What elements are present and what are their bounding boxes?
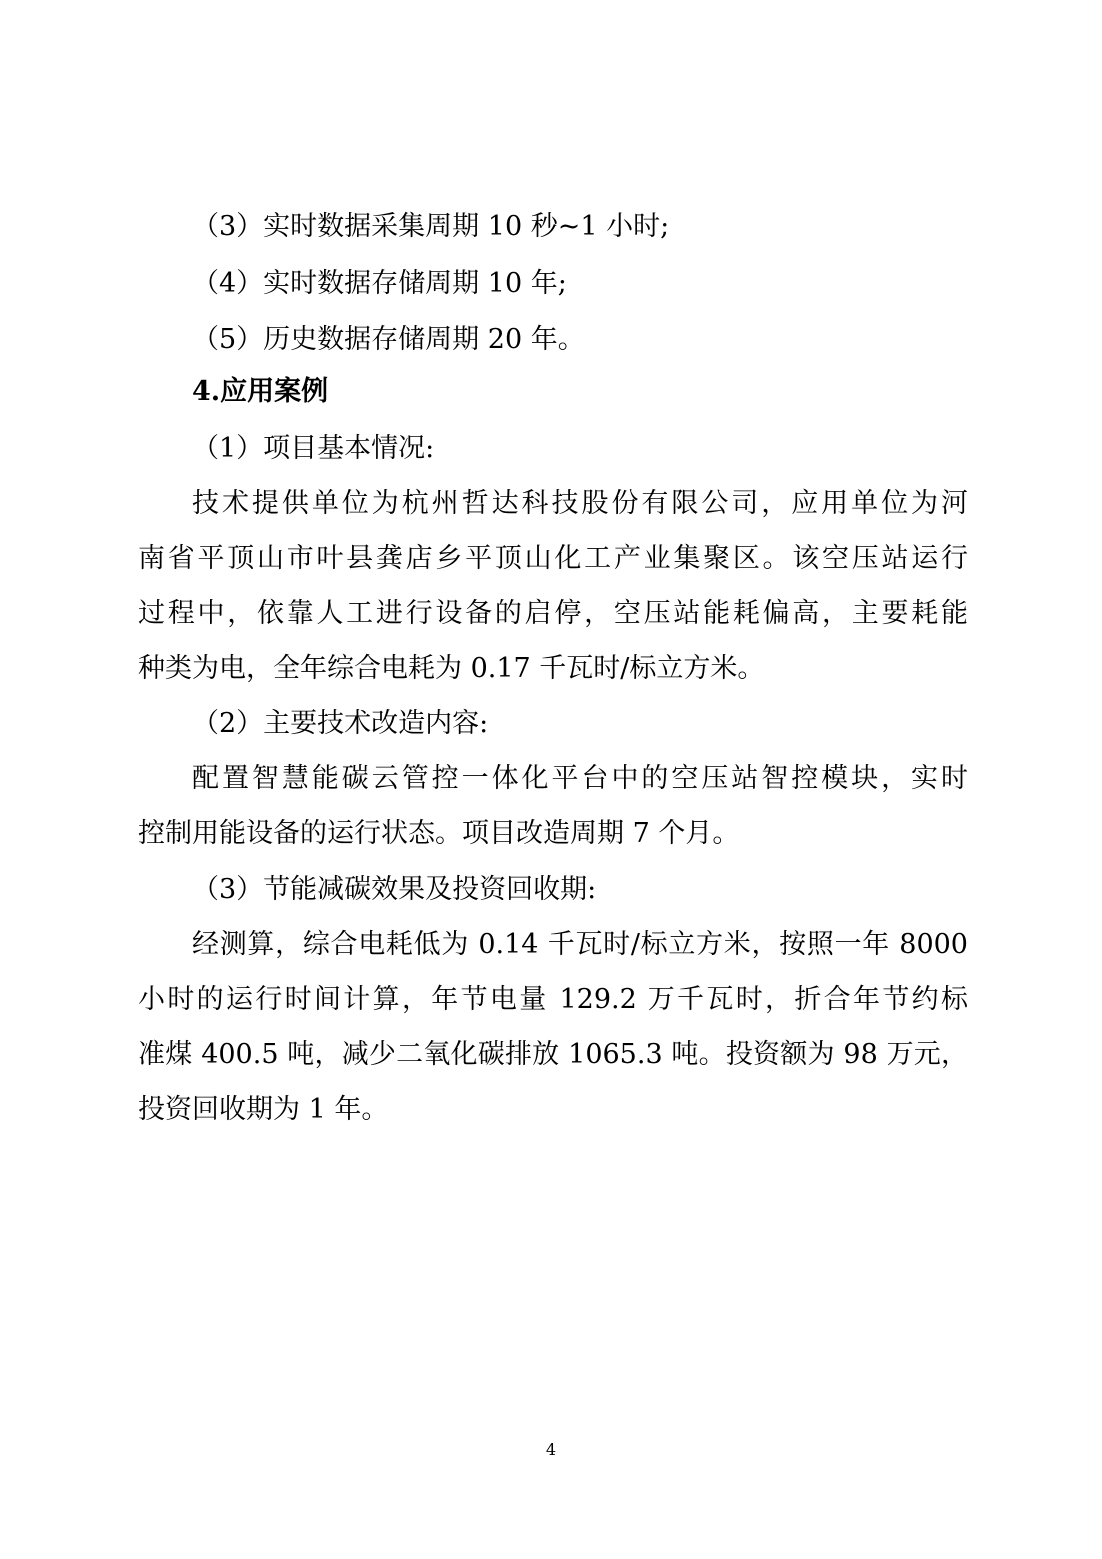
paragraph-line: 南省平顶山市叶县龚店乡平顶山化工产业集聚区。该空压站运行 (138, 543, 968, 574)
list-item-realtime-storage-period: （4）实时数据存储周期 10 年; (192, 268, 567, 299)
paragraph-line: 技术提供单位为杭州哲达科技股份有限公司，应用单位为河 (192, 488, 968, 519)
list-item-history-storage-period: （5）历史数据存储周期 20 年。 (192, 324, 585, 355)
paragraph-line: 控制用能设备的运行状态。项目改造周期 7 个月。 (138, 818, 740, 849)
subsection-heading-retrofit-content: （2）主要技术改造内容: (192, 708, 489, 739)
paragraph-line: 配置智慧能碳云管控一体化平台中的空压站智控模块，实时 (192, 763, 968, 794)
paragraph-line: 准煤 400.5 吨，减少二氧化碳排放 1065.3 吨。投资额为 98 万元， (138, 1039, 968, 1070)
subsection-heading-energy-savings: （3）节能减碳效果及投资回收期: (192, 874, 597, 905)
paragraph-line: 经测算，综合电耗低为 0.14 千瓦时/标立方米，按照一年 8000 (192, 929, 968, 960)
section-heading: 4.应用案例 (192, 376, 329, 407)
paragraph-line: 小时的运行时间计算，年节电量 129.2 万千瓦时，折合年节约标 (138, 984, 968, 1015)
subsection-heading-project-basics: （1）项目基本情况: (192, 433, 435, 464)
paragraph-line: 过程中，依靠人工进行设备的启停，空压站能耗偏高，主要耗能 (138, 598, 968, 629)
page-number: 4 (545, 1440, 557, 1459)
list-item-data-collection-period: （3）实时数据采集周期 10 秒~1 小时; (192, 211, 670, 242)
paragraph-line: 投资回收期为 1 年。 (138, 1094, 389, 1125)
paragraph-line: 种类为电，全年综合电耗为 0.17 千瓦时/标立方米。 (138, 653, 765, 684)
